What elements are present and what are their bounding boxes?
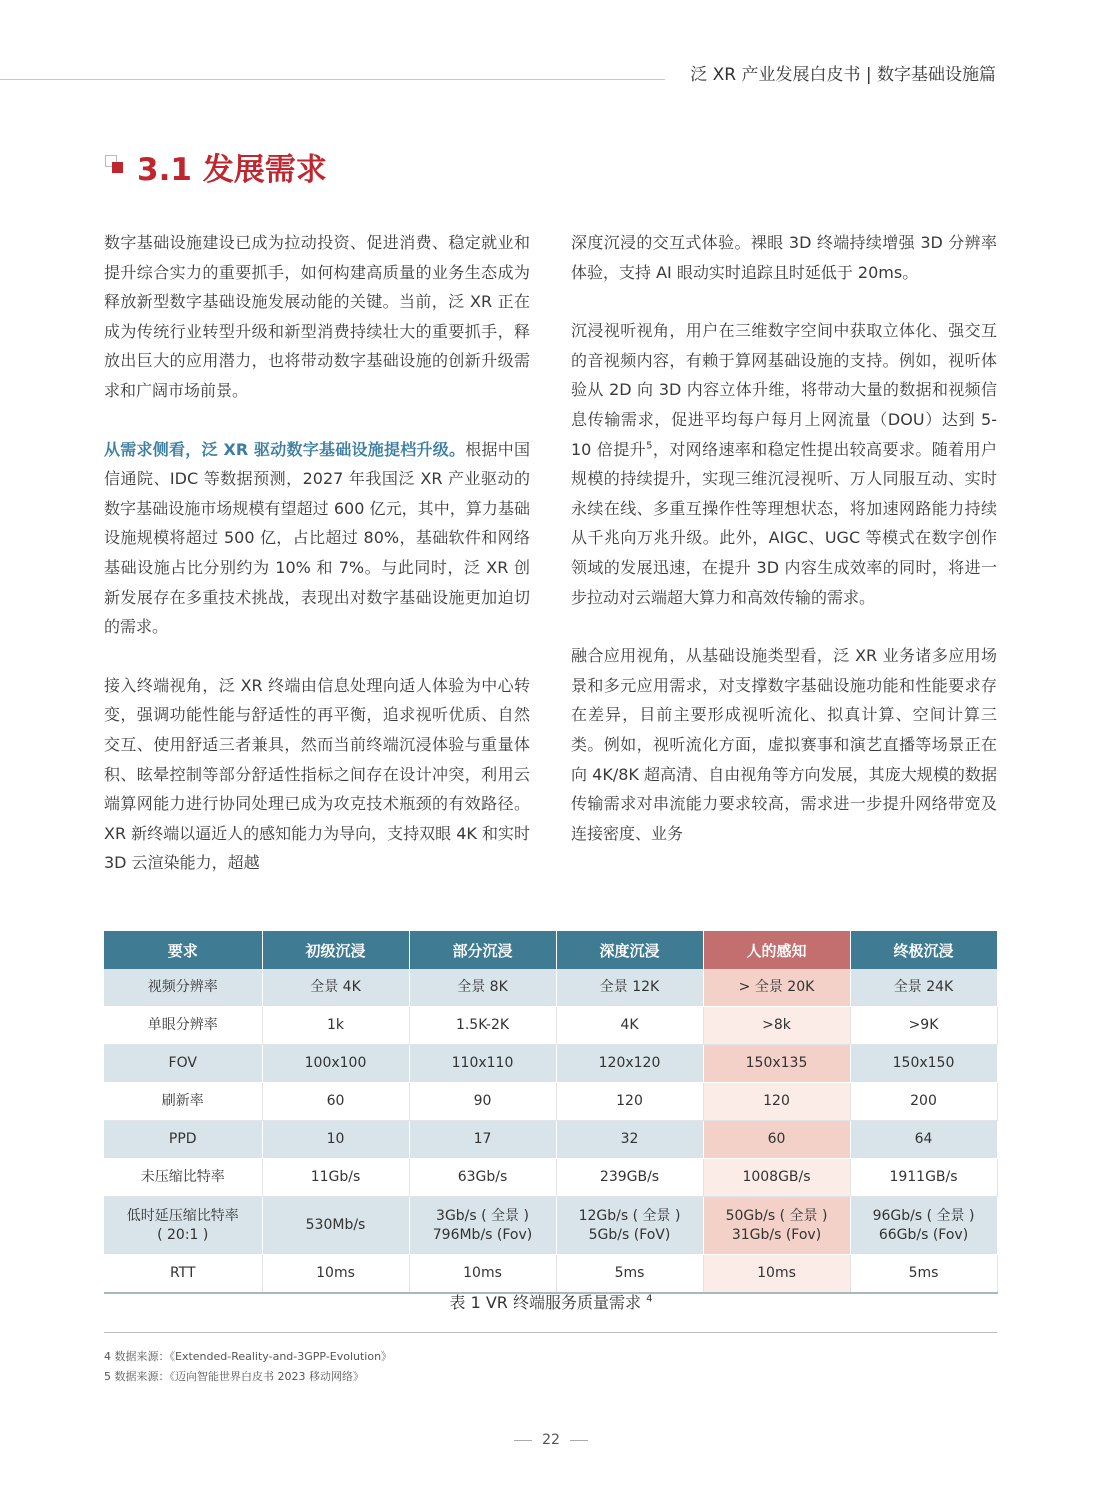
table-cell: 60 xyxy=(703,1121,850,1159)
table-cell: 12Gb/s ( 全景 ) 5Gb/s (FoV) xyxy=(556,1197,703,1255)
table-cell: 1.5K-2K xyxy=(409,1007,556,1045)
table-row xyxy=(104,1007,997,1045)
row-header-cell: 视频分辨率 xyxy=(104,969,262,1007)
footnote: 4 数据来源：《Extended-Reality-and-3GPP-Evolution》 xyxy=(104,1350,393,1363)
paragraph-text: 根据中国信通院、IDC 等数据预测，2027 年我国泛 XR 产业驱动的数字基础设施市场规模有望超过 600 亿元，其中，算力基础设施规模将超过 500 亿，占比超过 80%，基础软件和网络基础设施占比分别约为 10% 和 7%。与此同时，泛 XR 创新发展存在多重技术挑战，表现出对数字基础设施更加迫切的需求。 xyxy=(104,439,530,637)
table-cell: 10ms xyxy=(262,1255,409,1294)
table-row xyxy=(104,1121,997,1159)
table-cell: 120 xyxy=(556,1083,703,1121)
column-header: 部分沉浸 xyxy=(409,931,556,969)
table-cell: 5ms xyxy=(850,1255,997,1294)
table-cell: 110x110 xyxy=(409,1045,556,1083)
column-header: 要求 xyxy=(104,931,262,969)
table-cell: 全景 4K xyxy=(262,969,409,1007)
table-cell: 10ms xyxy=(703,1255,850,1294)
table-cell: 10ms xyxy=(409,1255,556,1294)
table-cell: 60 xyxy=(262,1083,409,1121)
table-cell: 100x100 xyxy=(262,1045,409,1083)
table-cell: 1911GB/s xyxy=(850,1159,997,1197)
row-header-cell: 单眼分辨率 xyxy=(104,1007,262,1045)
table-cell: 17 xyxy=(409,1121,556,1159)
column-header: 深度沉浸 xyxy=(556,931,703,969)
table-cell: 96Gb/s ( 全景 ) 66Gb/s (Fov) xyxy=(850,1197,997,1255)
table-cell: 239GB/s xyxy=(556,1159,703,1197)
row-header-cell: PPD xyxy=(104,1121,262,1159)
table-cell: 32 xyxy=(556,1121,703,1159)
table-cell: 120 xyxy=(703,1083,850,1121)
row-header-cell: 低时延压缩比特率 ( 20:1 ) xyxy=(104,1197,262,1255)
paragraph-text: 沉浸视听视角，用户在三维数字空间中获取立体化、强交互的音视频内容，有赖于算网基础设施的支持。例如，视听体验从 2D 向 3D 内容立体升维，将带动大量的数据和视频信息传输需求，促进平均每户每月上网流量（DOU）达到 5-10 倍提升 xyxy=(571,321,997,459)
table-cell: 50Gb/s ( 全景 ) 31Gb/s (Fov) xyxy=(703,1197,850,1255)
table-cell: 11Gb/s xyxy=(262,1159,409,1197)
row-header-cell: FOV xyxy=(104,1045,262,1083)
row-header-cell: 刷新率 xyxy=(104,1083,262,1121)
table-header-row xyxy=(104,931,997,969)
table-cell: 150x135 xyxy=(703,1045,850,1083)
header-title: 泛 XR 产业发展白皮书 | 数字基础设施篇 xyxy=(690,65,996,85)
table-cell: 5ms xyxy=(556,1255,703,1294)
paragraph: 数字基础设施建设已成为拉动投资、促进消费、稳定就业和提升综合实力的重要抓手，如何构建高质量的业务生态成为释放新型数字基础设施发展动能的关键。当前，泛 XR 正在成为传统行业转型升级和新型消费持续壮大的重要抓手，释放出巨大的应用潜力，也将带动数字基础设施的创新升级需求和广阔市场前景。 xyxy=(104,233,530,400)
table-cell: 10 xyxy=(262,1121,409,1159)
column-header: 终极沉浸 xyxy=(850,931,997,969)
page-number xyxy=(0,1432,1102,1448)
header-rule xyxy=(0,79,665,80)
table-cell: 63Gb/s xyxy=(409,1159,556,1197)
right-column xyxy=(571,228,997,877)
column-header: 人的感知 xyxy=(703,931,850,969)
paragraph xyxy=(571,316,997,612)
table-cell: 3Gb/s ( 全景 ) 796Mb/s (Fov) xyxy=(409,1197,556,1255)
paragraph-text: ，对网络速率和稳定性提出较高要求。随着用户规模的持续提升，实现三维沉浸视听、万人同服互动、实时永续在线、多重互操作性等理想状态，将加速网路能力持续从千兆向万兆升级。此外，AIGC、UGC 等模式在数字创作领域的发展迅速，在提升 3D 内容生成效率的同时，将进一步拉动对云端超大算力和高效传输的需求。 xyxy=(571,439,997,607)
footnote-rule xyxy=(104,1332,997,1333)
table-cell: 200 xyxy=(850,1083,997,1121)
table-row xyxy=(104,969,997,1007)
vr-qos-table xyxy=(104,931,998,1294)
table-cell: > 全景 20K xyxy=(703,969,850,1007)
table-cell: 90 xyxy=(409,1083,556,1121)
section-marker-icon xyxy=(105,155,123,173)
page-number-text: 22 xyxy=(542,1432,560,1448)
table-row xyxy=(104,1045,997,1083)
table-cell: 1k xyxy=(262,1007,409,1045)
table-row xyxy=(104,1159,997,1197)
table-cell: >8k xyxy=(703,1007,850,1045)
left-column xyxy=(104,228,530,907)
paragraph: 接入终端视角，泛 XR 终端由信息处理向适人体验为中心转变，强调功能性能与舒适性的再平衡，追求视听优质、自然交互、使用舒适三者兼具，然而当前终端沉浸体验与重量体积、眩晕控制等部分舒适性指标之间存在设计冲突，利用云端算网能力进行协同处理已成为攻克技术瓶颈的有效路径。XR 新终端以逼近人的感知能力为导向，支持双眼 4K 和实时 3D 云渲染能力，超越 xyxy=(104,675,531,873)
table-cell: 530Mb/s xyxy=(262,1197,409,1255)
footnote-ref[interactable]: 5 xyxy=(646,440,653,452)
paragraph: 融合应用视角，从基础设施类型看，泛 XR 业务诸多应用场景和多元应用需求，对支撑数字基础设施功能和性能要求存在差异，目前主要形成视听流化、拟真计算、空间计算三类。例如，视听流化方面，虚拟赛事和演艺直播等场景正在向 4K/8K 超高清、自由视角等方向发展，其庞大规模的数据传输需求对串流能力要求较高，需求进一步提升网络带宽及连接密度、业务 xyxy=(571,646,997,843)
table-cell: 全景 24K xyxy=(850,969,997,1007)
table-cell: 150x150 xyxy=(850,1045,997,1083)
footnote-ref[interactable]: 4 xyxy=(646,1293,653,1305)
highlight-lead: 从需求侧看，泛 XR 驱动数字基础设施提档升级。 xyxy=(104,439,466,459)
table-row xyxy=(104,1255,997,1294)
row-header-cell: 未压缩比特率 xyxy=(104,1159,262,1197)
paragraph xyxy=(104,435,530,642)
table-row xyxy=(104,1083,997,1121)
table-caption xyxy=(0,1290,1102,1313)
caption-text: 表 1 VR 终端服务质量需求 xyxy=(449,1293,642,1312)
table-cell: 1008GB/s xyxy=(703,1159,850,1197)
table-cell: 120x120 xyxy=(556,1045,703,1083)
paragraph: 深度沉浸的交互式体验。裸眼 3D 终端持续增强 3D 分辨率体验，支持 AI 眼动实时追踪且时延低于 20ms。 xyxy=(571,233,997,282)
column-header: 初级沉浸 xyxy=(262,931,409,969)
footnote: 5 数据来源：《迈向智能世界白皮书 2023 移动网络》 xyxy=(104,1370,364,1383)
table-cell: 4K xyxy=(556,1007,703,1045)
table-cell: 全景 12K xyxy=(556,969,703,1007)
table-cell: 全景 8K xyxy=(409,969,556,1007)
table-cell: >9K xyxy=(850,1007,997,1045)
row-header-cell: RTT xyxy=(104,1255,262,1294)
table-row xyxy=(104,1197,997,1255)
section-title: 3.1 发展需求 xyxy=(137,152,327,188)
table-cell: 64 xyxy=(850,1121,997,1159)
